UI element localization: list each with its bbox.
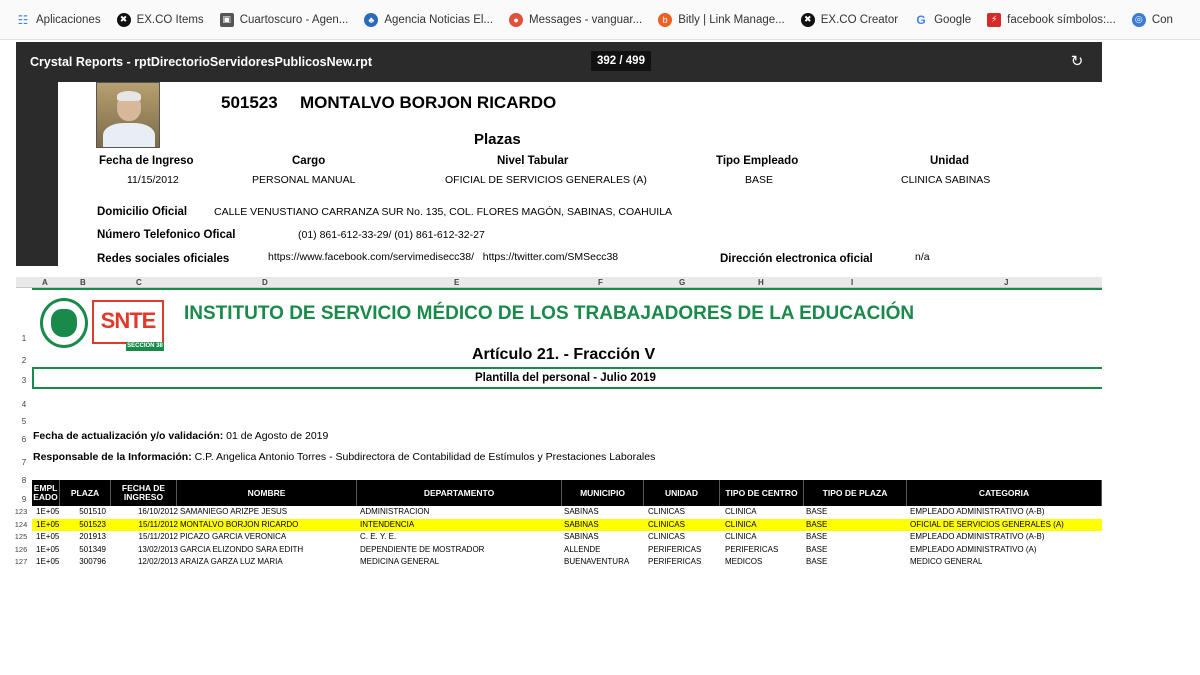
table-cell[interactable]: BASE	[806, 519, 828, 529]
ismte-logo	[40, 298, 88, 348]
row-number[interactable]: 124	[14, 519, 28, 529]
table-cell[interactable]: 12/02/2013	[137, 557, 178, 566]
table-cell[interactable]: EMPLEADO ADMINISTRATIVO (A-B)	[910, 532, 1045, 541]
domicilio-label: Domicilio Oficial	[97, 206, 188, 218]
bitly-icon: b	[658, 13, 672, 27]
bookmark-label: Bitly | Link Manage...	[678, 13, 785, 26]
snte-logo: SNTE	[92, 300, 164, 344]
table-row[interactable]	[32, 519, 1102, 532]
row-number[interactable]: 5	[21, 417, 27, 426]
bookmark-item[interactable]	[987, 13, 1116, 27]
green-divider-top	[32, 367, 1102, 369]
fecha-actualizacion: Fecha de actualización y/o validación: 01 de Agosto de 2019	[33, 430, 329, 442]
table-cell[interactable]: PERIFERICAS	[725, 544, 779, 554]
institute-title: INSTITUTO DE SERVICIO MÉDICO DE LOS TRABAJADORES DE LA EDUCACIÓN	[184, 303, 915, 324]
table-cell[interactable]: BASE	[806, 532, 828, 541]
sheet-column-headers	[16, 277, 1102, 288]
table-cell[interactable]: 201913	[79, 532, 106, 541]
messages-icon: ●	[509, 13, 523, 27]
bookmark-item[interactable]	[117, 13, 204, 27]
table-row[interactable]	[32, 506, 1102, 519]
table-cell[interactable]: BASE	[806, 507, 828, 516]
employee-id: 501523	[221, 93, 278, 112]
table-cell[interactable]: SABINAS	[564, 532, 599, 541]
table-cell[interactable]: SAMANIEGO ARIZPE JESUS	[180, 507, 288, 516]
employee-photo	[96, 82, 160, 148]
column-header-h[interactable]: H	[758, 278, 764, 287]
green-divider-side	[32, 367, 34, 389]
bookmark-label: EX.CO Items	[136, 13, 204, 26]
table-row[interactable]	[32, 531, 1102, 544]
report-left-margin	[16, 82, 58, 266]
row-number[interactable]: 126	[14, 544, 28, 554]
header-cell[interactable]: EMPL EADO	[32, 480, 60, 506]
table-cell[interactable]: 15/11/2012	[138, 532, 178, 541]
bookmark-label: EX.CO Creator	[820, 13, 899, 26]
bookmark-label: Messages - vanguar...	[529, 13, 643, 26]
green-divider-bottom	[32, 387, 1102, 389]
google-icon: G	[916, 12, 926, 27]
table-cell[interactable]: MEDICOS	[725, 557, 763, 566]
bookmarks-bar	[0, 0, 1200, 40]
table-cell[interactable]: 1E+05	[36, 519, 60, 529]
snte-section-badge: SECCIÓN 38	[127, 343, 163, 349]
table-cell[interactable]: MEDICO GENERAL	[910, 557, 983, 566]
table-cell[interactable]: 501523	[79, 519, 106, 529]
table-cell[interactable]: INTENDENCIA	[360, 519, 415, 529]
unidad-label: Unidad	[930, 155, 969, 167]
row-number[interactable]: 9	[21, 495, 27, 504]
column-header-i[interactable]: I	[851, 278, 854, 287]
table-cell[interactable]: GARCIA ELIZONDO SARA EDITH	[180, 544, 304, 554]
table-header	[32, 480, 1102, 506]
crystal-reports-header	[16, 42, 1102, 82]
bookmark-item[interactable]	[16, 13, 101, 27]
table-cell[interactable]: BUENAVENTURA	[564, 557, 630, 566]
bookmark-item[interactable]	[364, 13, 493, 27]
table-cell[interactable]: SABINAS	[564, 507, 599, 516]
row-number[interactable]: 1	[21, 334, 27, 343]
column-header-e[interactable]: E	[454, 278, 460, 287]
articulo-heading: Artículo 21. - Fracción V	[472, 346, 656, 363]
table-cell[interactable]: ARAIZA GARZA LUZ MARIA	[180, 557, 283, 566]
bookmark-item[interactable]	[914, 13, 971, 27]
agencia-icon: ♣	[364, 13, 378, 27]
table-cell[interactable]: 1E+05	[36, 557, 60, 566]
unidad-value: CLINICA SABINAS	[901, 174, 991, 186]
table-cell[interactable]: 501349	[79, 544, 106, 554]
bookmark-item[interactable]	[1132, 13, 1173, 27]
table-cell[interactable]: SABINAS	[564, 519, 599, 529]
row-number[interactable]: 7	[21, 458, 27, 467]
redes-value[interactable]: https://www.facebook.com/servimedisecc38/ https://twitter.com/SMSecc38	[268, 251, 619, 263]
header-cell[interactable]: PLAZA	[60, 480, 111, 506]
row-number[interactable]: 4	[21, 400, 27, 409]
responsable-info: Responsable de la Información: C.P. Angelica Antonio Torres - Subdirectora de Contabilidad de Estímulos y Prestaciones Laborales	[33, 451, 656, 463]
cargo-label: Cargo	[292, 155, 326, 167]
row-number[interactable]: 6	[21, 435, 27, 444]
nivel-tabular-label: Nivel Tabular	[497, 155, 569, 167]
table-cell[interactable]: PICAZO GARCIA VERONICA	[180, 532, 287, 541]
row-number[interactable]: 127	[14, 557, 28, 566]
bookmark-item[interactable]	[509, 13, 642, 27]
table-cell[interactable]: 501510	[79, 507, 106, 516]
table-cell[interactable]: ADMINISTRACION	[360, 507, 430, 516]
facebook-symbols-icon: ⚡	[987, 13, 1001, 27]
row-number[interactable]: 2	[21, 356, 27, 365]
header-cell[interactable]: DEPARTAMENTO	[357, 480, 562, 506]
redes-label: Redes sociales oficiales	[97, 253, 230, 265]
table-cell[interactable]: CLINICAS	[648, 519, 685, 529]
table-cell[interactable]: EMPLEADO ADMINISTRATIVO (A)	[910, 544, 1037, 554]
fecha-ingreso-label: Fecha de Ingreso	[99, 155, 194, 167]
telefono-value: (01) 861-612-33-29/ (01) 861-612-32-27	[298, 229, 485, 241]
table-row[interactable]	[32, 544, 1102, 557]
domicilio-value: CALLE VENUSTIANO CARRANZA SUR No. 135, COL. FLORES MAGÓN, SABINAS, COAHUILA	[214, 206, 673, 218]
table-cell[interactable]: 300796	[79, 557, 106, 566]
row-number[interactable]: 3	[21, 376, 27, 385]
table-cell[interactable]: CLINICA	[725, 519, 757, 529]
email-value: n/a	[915, 251, 930, 263]
table-cell[interactable]: CLINICAS	[648, 507, 685, 516]
column-header-f[interactable]: F	[598, 278, 603, 287]
header-cell[interactable]: FECHA DE INGRESO	[111, 480, 177, 506]
table-cell[interactable]: CLINICA	[725, 532, 757, 541]
bookmark-label: Cuartoscuro - Agen...	[239, 13, 349, 26]
header-cell[interactable]: NOMBRE	[177, 480, 357, 506]
table-cell[interactable]: DEPENDIENTE DE MOSTRADOR	[360, 544, 485, 554]
header-cell[interactable]: UNIDAD	[644, 480, 720, 506]
bookmark-item[interactable]	[658, 13, 785, 27]
row-number[interactable]: 8	[21, 476, 27, 485]
green-top-border	[32, 288, 1102, 290]
cuartoscuro-icon: ▣	[220, 13, 234, 27]
row-number[interactable]: 125	[14, 532, 28, 541]
table-cell[interactable]: BASE	[806, 557, 828, 566]
table-cell[interactable]: EMPLEADO ADMINISTRATIVO (A-B)	[910, 507, 1045, 516]
table-row[interactable]	[32, 556, 1102, 569]
column-header-c[interactable]: C	[136, 278, 142, 287]
table-cell[interactable]: PERIFERICAS	[648, 557, 702, 566]
column-header-g[interactable]: G	[679, 278, 686, 287]
report-title: Crystal Reports - rptDirectorioServidoresPublicosNew.rpt	[30, 55, 372, 69]
table-cell[interactable]: ALLENDE	[564, 544, 601, 554]
header-cell[interactable]: MUNICIPIO	[562, 480, 644, 506]
exco-icon: ✖	[117, 13, 131, 27]
column-header-a[interactable]: A	[42, 278, 48, 287]
fecha-ingreso-value: 11/15/2012	[127, 174, 179, 186]
table-cell[interactable]: 1E+05	[36, 544, 60, 554]
refresh-icon[interactable]: ↻	[1070, 53, 1084, 70]
bookmark-label: Aplicaciones	[36, 13, 101, 26]
column-header-j[interactable]: J	[1004, 278, 1009, 287]
column-header-d[interactable]: D	[262, 278, 268, 287]
table-cell[interactable]: 1E+05	[36, 507, 60, 516]
table-cell[interactable]: C. E. Y. E.	[360, 532, 397, 541]
row-number[interactable]: 123	[14, 507, 28, 516]
bookmark-label: facebook símbolos:...	[1007, 13, 1116, 26]
header-cell[interactable]: TIPO DE PLAZA	[804, 480, 907, 506]
globe-icon: ◎	[1132, 13, 1146, 27]
bookmark-label: Google	[934, 13, 972, 26]
apps-grid-icon: ☷	[17, 12, 29, 27]
tipo-empleado-label: Tipo Empleado	[716, 155, 799, 167]
table-cell[interactable]: CLINICA	[725, 507, 757, 516]
table-cell[interactable]: OFICIAL DE SERVICIOS GENERALES (A)	[910, 519, 1064, 529]
table-cell[interactable]: MEDICINA GENERAL	[360, 557, 440, 566]
table-cell[interactable]: PERIFERICAS	[648, 544, 702, 554]
table-cell[interactable]: 1E+05	[36, 532, 60, 541]
telefono-label: Número Telefonico Ofical	[97, 229, 236, 241]
table-cell[interactable]: 16/10/2012	[137, 507, 178, 516]
employee-name: MONTALVO BORJON RICARDO	[300, 93, 557, 112]
header-cell[interactable]: TIPO DE CENTRO	[720, 480, 804, 506]
cargo-value: PERSONAL MANUAL	[252, 174, 356, 186]
header-cell[interactable]: CATEGORIA	[907, 480, 1102, 506]
exco-icon: ✖	[801, 13, 815, 27]
bookmark-item[interactable]	[220, 13, 349, 27]
table-cell[interactable]: MONTALVO BORJON RICARDO	[180, 519, 299, 529]
column-header-b[interactable]: B	[80, 278, 86, 287]
tipo-empleado-value: BASE	[745, 174, 774, 186]
email-label: Dirección electronica oficial	[720, 253, 873, 265]
bookmark-label: Con	[1151, 13, 1173, 26]
bookmark-label: Agencia Noticias El...	[384, 13, 494, 26]
plantilla-heading: Plantilla del personal - Julio 2019	[475, 372, 656, 384]
table-cell[interactable]: 15/11/2012	[138, 519, 178, 529]
nivel-tabular-value: OFICIAL DE SERVICIOS GENERALES (A)	[445, 174, 647, 186]
plazas-heading: Plazas	[474, 131, 521, 148]
table-cell[interactable]: CLINICAS	[648, 532, 685, 541]
page-counter[interactable]: 392 / 499	[591, 51, 651, 71]
table-cell[interactable]: 13/02/2013	[137, 544, 178, 554]
bookmark-item[interactable]	[801, 13, 898, 27]
table-cell[interactable]: BASE	[806, 544, 828, 554]
